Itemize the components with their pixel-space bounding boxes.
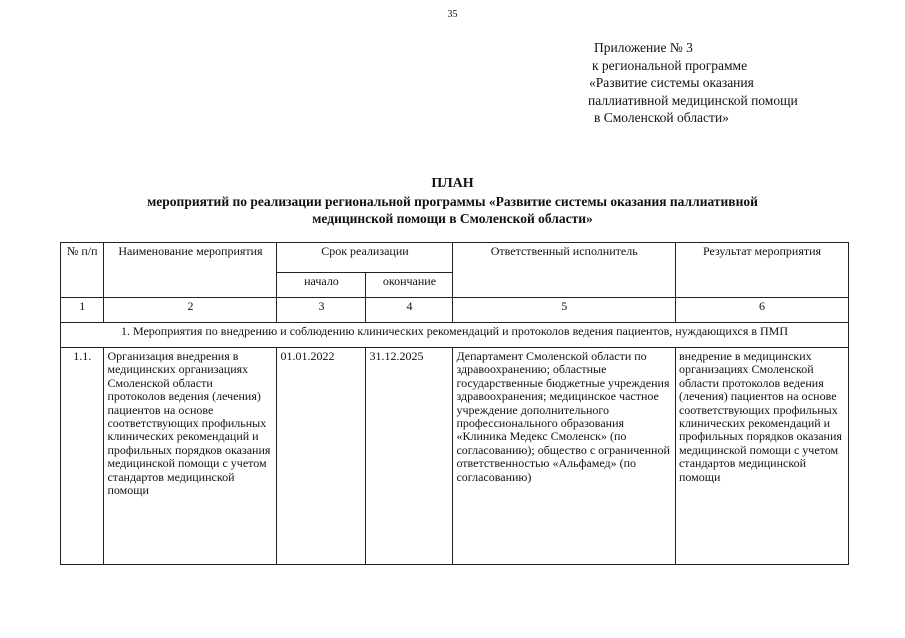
column-number: 6: [675, 298, 848, 323]
row-start: 01.01.2022: [277, 348, 366, 565]
plan-table: [60, 242, 849, 565]
appendix-line: Приложение № 3: [594, 40, 693, 55]
column-number: 1: [61, 298, 104, 323]
header-row: [61, 243, 849, 273]
plan-subtitle: [90, 193, 815, 227]
appendix-line: паллиативной медицинской помощи: [588, 92, 798, 108]
appendix-line: к региональной программе: [592, 57, 748, 73]
row-end: 31.12.2025: [366, 348, 453, 565]
header-executor: Ответственный исполнитель: [453, 243, 676, 298]
header-num: № п/п: [61, 243, 104, 298]
column-number-row: [61, 298, 849, 323]
header-start: начало: [277, 273, 366, 298]
appendix-note: [588, 39, 798, 127]
row-executor: Департамент Смоленской области по здравоохранению; областные государственные бюджетные учреждения здравоохранения; медицинское частное учреждение дополнительного профессионального образования «Клиника Медекс Смоленск» (по согласованию); общество с ограниченной ответственностью «Альфамед» (по согласованию): [453, 348, 676, 565]
table-row: [61, 348, 849, 565]
header-name: Наименование мероприятия: [104, 243, 277, 298]
header-result: Результат мероприятия: [675, 243, 848, 298]
page-number: 35: [447, 9, 458, 20]
plan-title: ПЛАН: [431, 176, 474, 191]
header-end: окончание: [366, 273, 453, 298]
section-row: [61, 323, 849, 348]
column-number: 5: [453, 298, 676, 323]
row-num: 1.1.: [61, 348, 104, 565]
plan-subtitle-line1: мероприятий по реализации региональной программы «Развитие системы оказания паллиативной: [147, 194, 758, 209]
appendix-line: «Развитие системы оказания: [589, 75, 754, 90]
row-result: внедрение в медицинских организациях Смоленской области протоколов ведения (лечения) пациентов на основе соответствующих профильных клинических рекомендаций и профильных порядков оказания медицинской помощи с учетом стандартов медицинской помощи: [675, 348, 848, 565]
column-number: 2: [104, 298, 277, 323]
section-title: 1. Мероприятия по внедрению и соблюдению клинических рекомендаций и протоколов ведения пациентов, нуждающихся в ПМП: [61, 323, 849, 348]
column-number: 3: [277, 298, 366, 323]
header-period: Срок реализации: [277, 243, 453, 273]
row-name: Организация внедрения в медицинских организациях Смоленской области протоколов ведения (лечения) пациентов на основе соответствующих профильных клинических рекомендаций и профильных порядков оказания медицинской помощи с учетом стандартов медицинской помощи: [104, 348, 277, 565]
appendix-line: в Смоленской области»: [594, 110, 729, 125]
column-number: 4: [366, 298, 453, 323]
plan-subtitle-line2: медицинской помощи в Смоленской области»: [312, 211, 593, 226]
